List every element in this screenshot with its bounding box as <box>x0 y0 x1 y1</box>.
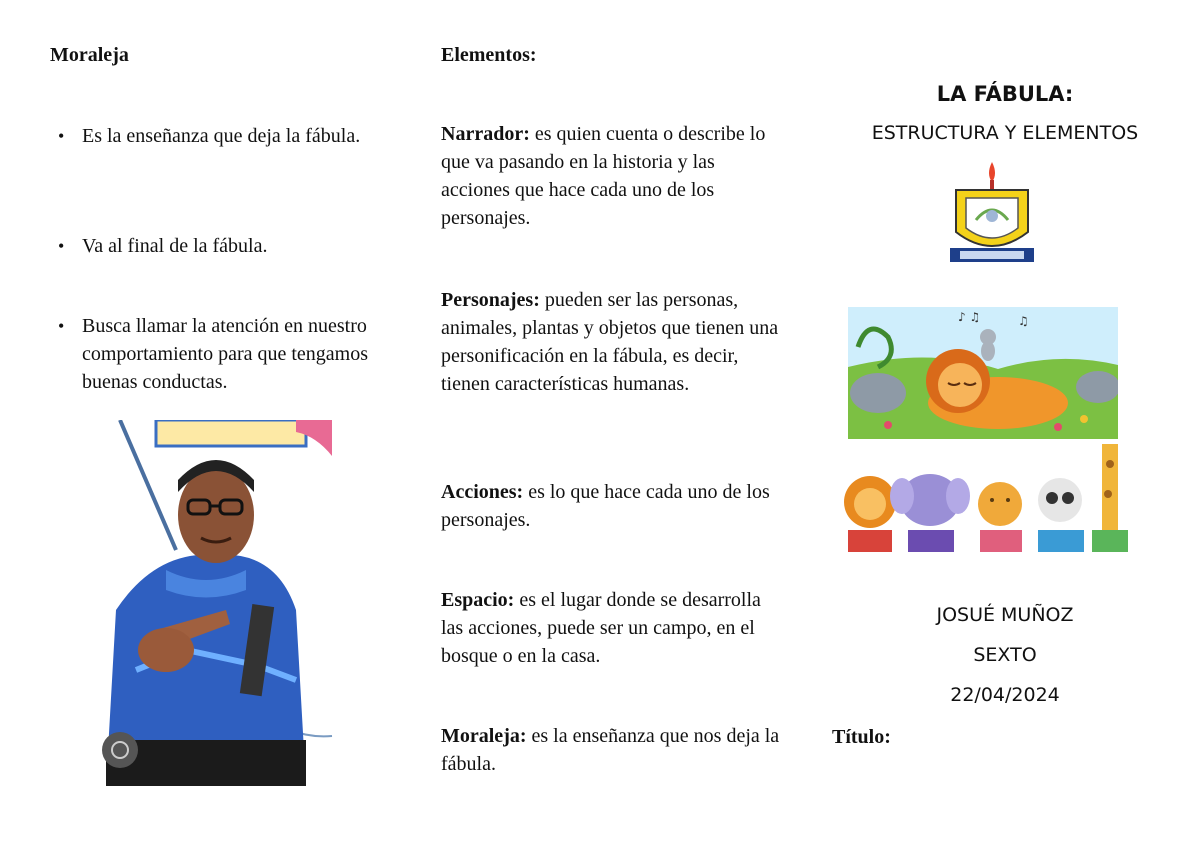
element-acciones: Acciones: es lo que hace cada uno de los personajes. <box>441 481 770 531</box>
list-item: • Busca llamar la atención en nuestro comportamiento para que tengamos buenas conductas. <box>58 315 369 393</box>
element-espacio: Espacio: es el lugar donde se desarrolla las acciones, puede ser un campo, en el bosque o en la casa. <box>441 589 761 667</box>
author-name: JOSUÉ MUÑOZ <box>936 604 1074 626</box>
list-item: • Va al final de la fábula. <box>58 235 268 257</box>
grade-label: SEXTO <box>973 644 1037 666</box>
element-moraleja: Moraleja: es la enseñanza que nos deja la fábula. <box>441 725 780 775</box>
element-personajes: Personajes: pueden ser las personas, animales, plantas y objetos que tienen una personificación en la fábula, es decir, tienen características humanas. <box>441 289 779 395</box>
date-label: 22/04/2024 <box>950 684 1060 706</box>
camera-lens-icon[interactable] <box>102 732 138 768</box>
svg-text:♫: ♫ <box>1018 314 1029 328</box>
lion-fable-illustration <box>848 307 1118 439</box>
cover-subtitle: ESTRUCTURA Y ELEMENTOS <box>871 122 1139 144</box>
list-item: • Es la enseñanza que deja la fábula. <box>58 125 361 147</box>
svg-text:♪ ♫: ♪ ♫ <box>958 310 981 324</box>
school-crest-icon <box>946 160 1038 266</box>
reading-animals-illustration <box>840 444 1130 554</box>
moraleja-heading: Moraleja <box>50 44 129 66</box>
cover-title: LA FÁBULA: <box>936 82 1074 106</box>
element-narrador: Narrador: es quien cuenta o describe lo que va pasando en la historia y las acciones que hace cada uno de los personajes. <box>441 123 766 229</box>
elementos-heading: Elementos: <box>441 44 537 66</box>
teacher-photo <box>96 420 336 786</box>
titulo-label: Título: <box>832 726 891 748</box>
